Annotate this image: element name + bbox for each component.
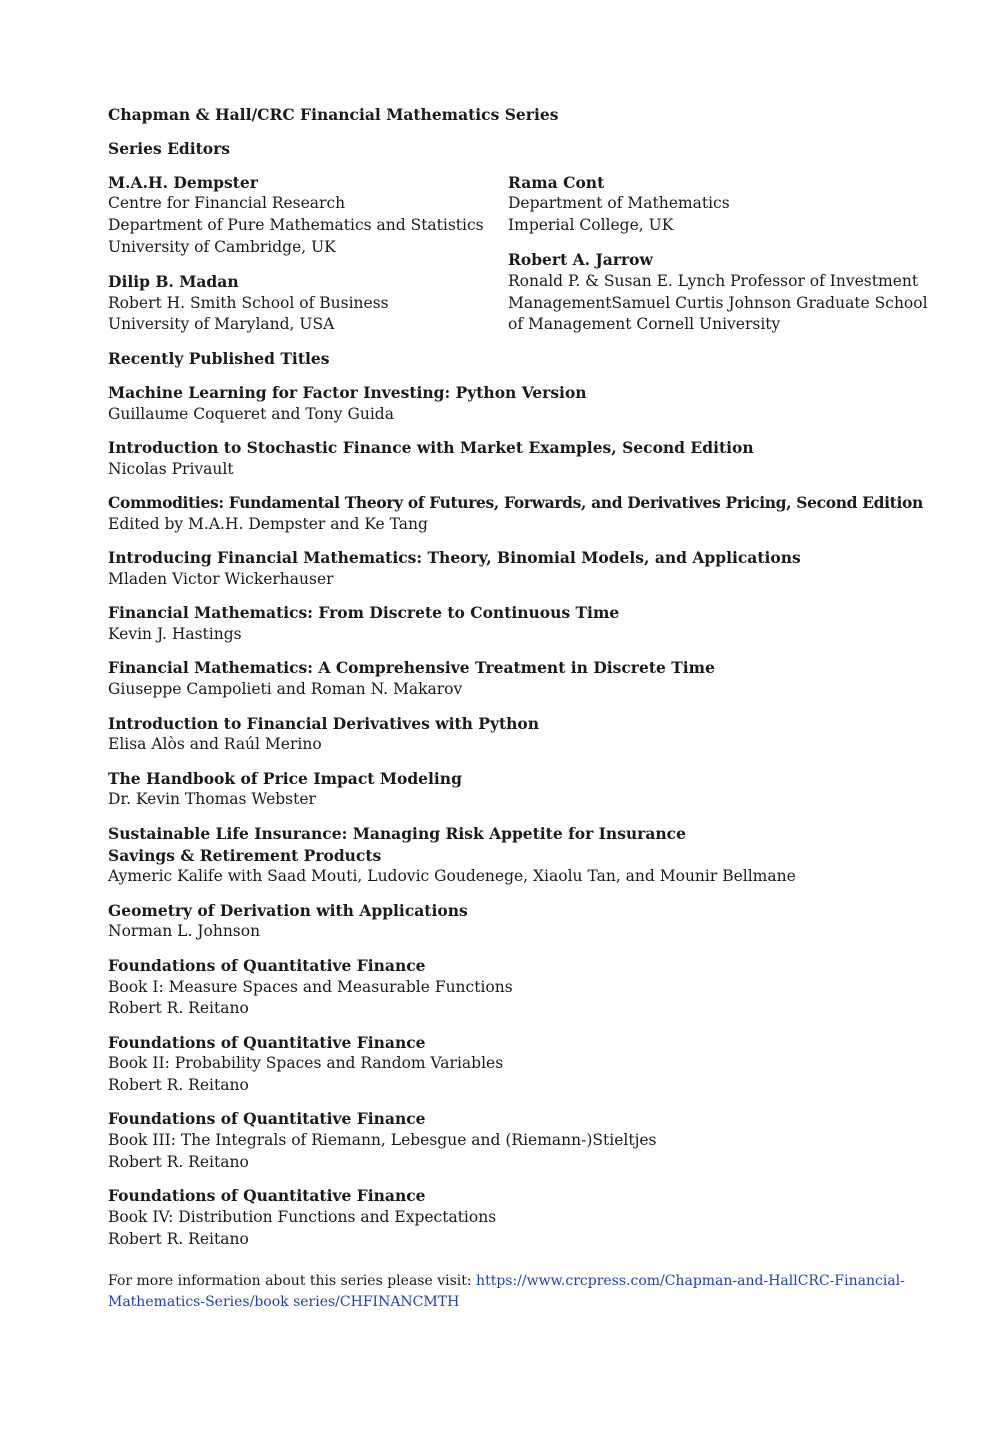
series-editors-heading: Series Editors [108, 138, 231, 158]
book-author: Robert R. Reitano [108, 999, 249, 1018]
book-entry [108, 547, 908, 591]
book-author: Robert R. Reitano [108, 1229, 249, 1248]
book-title: Introduction to Stochastic Finance with Market Examples, Second Edition [108, 438, 754, 458]
editors-block [108, 172, 928, 337]
editor-entry [108, 271, 508, 336]
book-entry [108, 823, 908, 888]
book-entry [108, 713, 908, 757]
book-entry [108, 602, 908, 646]
book-title: Geometry of Derivation with Applications [108, 900, 468, 920]
book-author: Aymeric Kalife with Saad Mouti, Ludovic Goudenege, Xiaolu Tan, and Mounir Bellmane [108, 867, 796, 886]
editor-affiliation: Robert H. Smith School of Business [108, 293, 389, 312]
editor-affiliation: Centre for Financial Research [108, 194, 346, 213]
editor-affiliation: University of Cambridge, UK [108, 237, 336, 256]
series-title: Chapman & Hall/CRC Financial Mathematics Series [108, 105, 559, 124]
book-title: Financial Mathematics: A Comprehensive Treatment in Discrete Time [108, 658, 715, 678]
book-author: Nicolas Privault [108, 459, 234, 478]
book-subtitle: Book II: Probability Spaces and Random Variables [108, 1054, 504, 1073]
editor-name: Rama Cont [508, 172, 605, 192]
editor-affiliation: Imperial College, UK [508, 216, 674, 235]
editor-affiliation: of Management Cornell University [508, 315, 781, 334]
book-title: The Handbook of Price Impact Modeling [108, 768, 462, 788]
book-list [108, 382, 923, 1251]
editor-name: Robert A. Jarrow [508, 249, 653, 269]
editor-entry [508, 249, 928, 336]
editor-affiliation: Ronald P. & Susan E. Lynch Professor of Investment [508, 271, 919, 290]
editor-entry [108, 172, 508, 259]
book-title: Financial Mathematics: From Discrete to Continuous Time [108, 603, 620, 623]
book-author: Kevin J. Hastings [108, 625, 242, 644]
footer-text: For more information about this series please visit: [108, 1272, 477, 1289]
book-title: Introducing Financial Mathematics: Theory, Binomial Models, and Applications [108, 548, 801, 568]
book-author: Robert R. Reitano [108, 1076, 249, 1095]
book-author: Mladen Victor Wickerhauser [108, 570, 334, 589]
book-subtitle: Book I: Measure Spaces and Measurable Functions [108, 977, 513, 996]
book-author: Dr. Kevin Thomas Webster [108, 790, 316, 809]
book-title: Foundations of Quantitative Finance [108, 1032, 426, 1052]
book-author: Guillaume Coqueret and Tony Guida [108, 404, 394, 423]
book-title: Foundations of Quantitative Finance [108, 955, 426, 975]
book-title: Commodities: Fundamental Theory of Futures, Forwards, and Derivatives Pricing, Second Edition [108, 493, 923, 513]
page-content [108, 104, 928, 1313]
book-subtitle: Book III: The Integrals of Riemann, Lebesgue and (Riemann-)Stieltjes [108, 1131, 657, 1150]
series-link[interactable]: https://www.crcpress.com/Chapman-and-HallCRC-Financial-Mathematics-Series/book series/CHFINANCMTH [108, 1272, 905, 1310]
book-entry [108, 768, 908, 812]
book-title: Foundations of Quantitative Finance [108, 1109, 426, 1129]
recent-titles-heading: Recently Published Titles [108, 349, 330, 369]
book-entry [108, 437, 908, 481]
editors-left-column [108, 172, 508, 337]
book-entry [108, 955, 908, 1020]
editor-entry [508, 172, 908, 237]
book-author: Edited by M.A.H. Dempster and Ke Tang [108, 514, 428, 533]
editor-affiliation: Department of Pure Mathematics and Statistics [108, 216, 484, 235]
book-author: Norman L. Johnson [108, 922, 261, 941]
book-entry [108, 492, 923, 536]
editor-name: M.A.H. Dempster [108, 172, 258, 192]
book-author: Robert R. Reitano [108, 1153, 249, 1172]
book-entry [108, 1185, 908, 1250]
book-subtitle: Book IV: Distribution Functions and Expectations [108, 1208, 497, 1227]
editor-affiliation: ManagementSamuel Curtis Johnson Graduate School [508, 293, 928, 312]
editor-name: Dilip B. Madan [108, 271, 239, 291]
footer-note [108, 1271, 908, 1313]
book-entry [108, 382, 908, 426]
editor-affiliation: University of Maryland, USA [108, 315, 335, 334]
book-entry [108, 900, 908, 944]
book-title: Introduction to Financial Derivatives with Python [108, 713, 540, 733]
book-entry [108, 1108, 908, 1173]
book-title: Sustainable Life Insurance: Managing Risk Appetite for Insurance Savings & Retirement Products [108, 823, 686, 865]
book-title: Machine Learning for Factor Investing: Python Version [108, 382, 587, 402]
book-title: Foundations of Quantitative Finance [108, 1186, 426, 1206]
editor-affiliation: Department of Mathematics [508, 194, 730, 213]
book-author: Giuseppe Campolieti and Roman N. Makarov [108, 680, 463, 699]
book-author: Elisa Alòs and Raúl Merino [108, 735, 322, 754]
book-entry [108, 1032, 908, 1097]
book-entry [108, 657, 908, 701]
editors-right-column [508, 172, 928, 337]
